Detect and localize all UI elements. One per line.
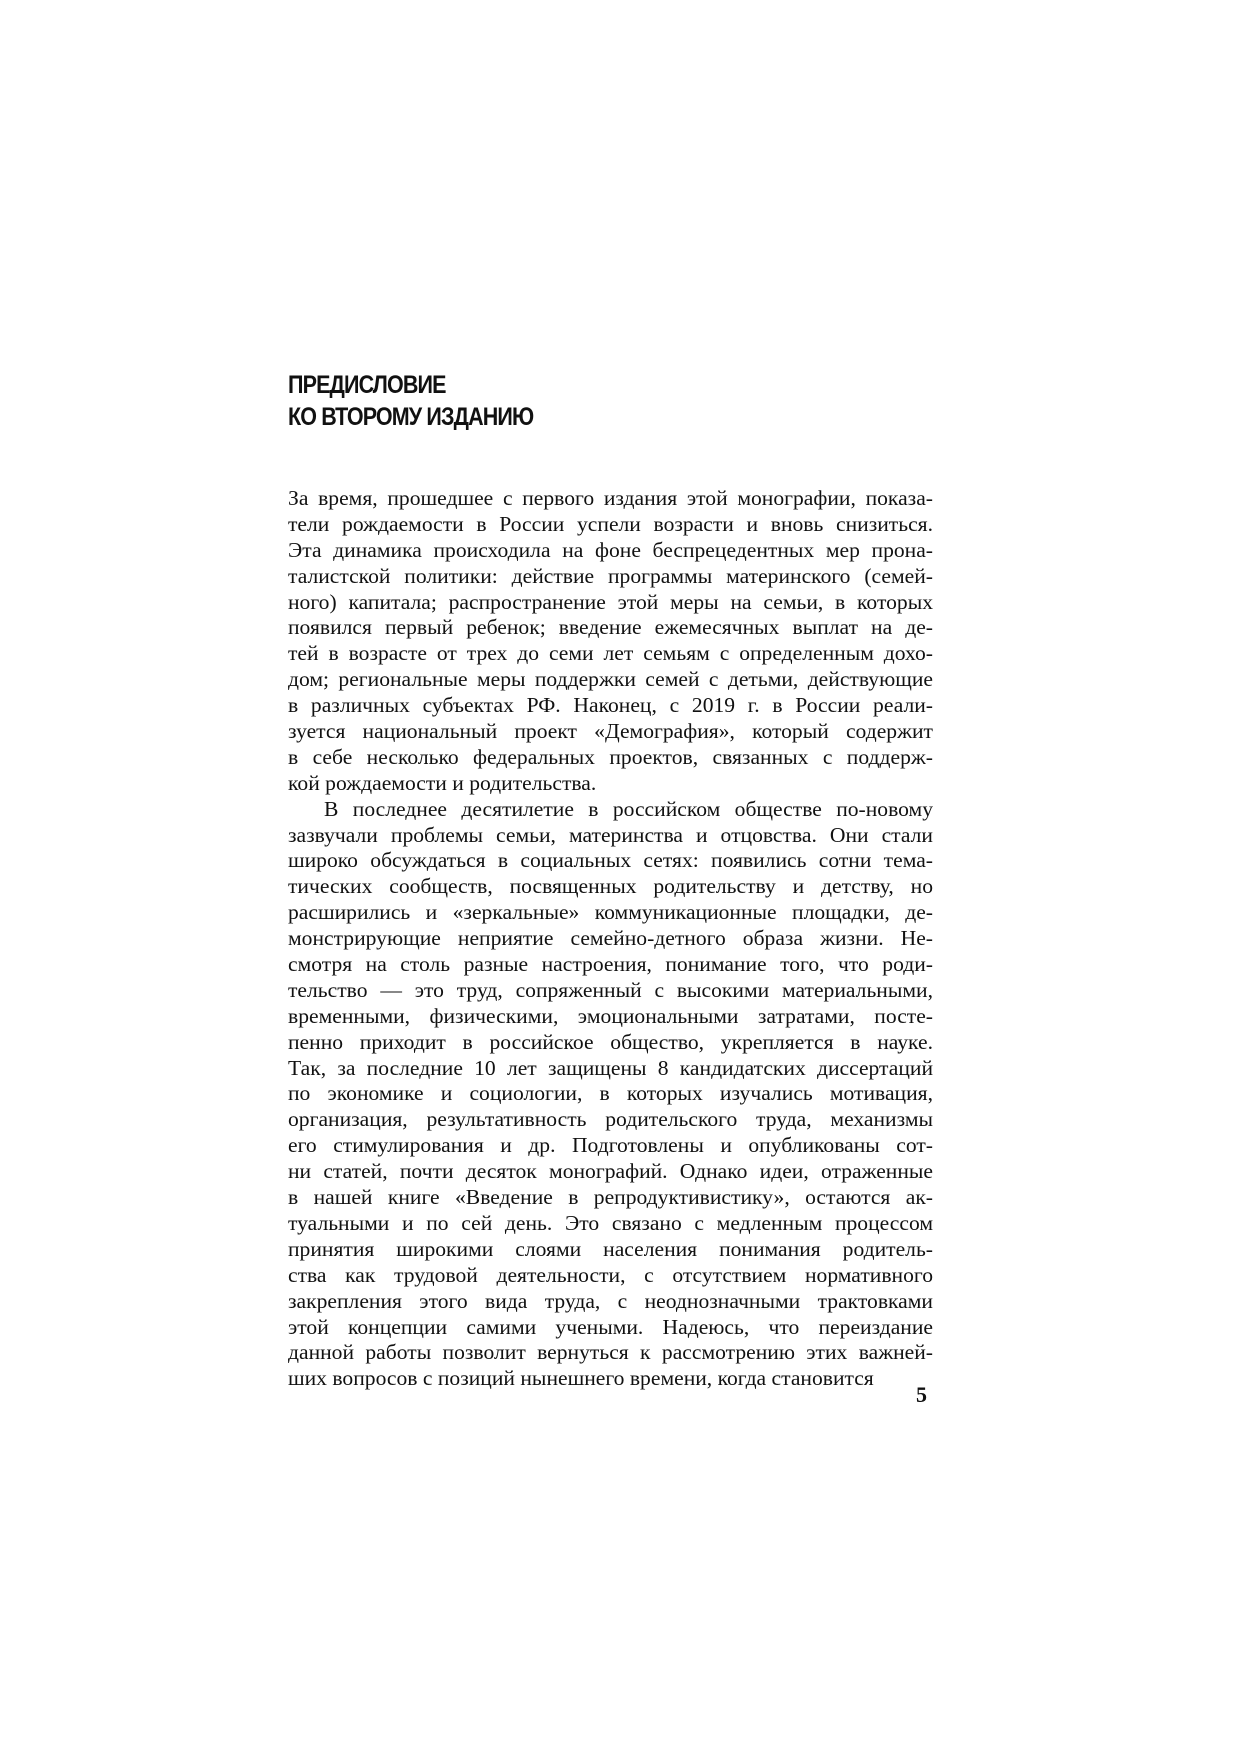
text-line: дом; региональные меры поддержки семей с детьми, действующие: [288, 667, 933, 692]
text-line: тических сообществ, посвященных родительству и детству, но: [288, 874, 933, 899]
text-line: ства как трудовой деятельности, с отсутствием нормативного: [288, 1262, 933, 1287]
text-line: данной работы позволит вернуться к рассмотрению этих важней-: [288, 1340, 933, 1365]
text-line: ного) капитала; распространение этой меры на семьи, в которых: [288, 589, 933, 614]
text-line: в различных субъектах РФ. Наконец, с 2019 г. в России реали-: [288, 693, 933, 718]
text-line: тели рождаемости в России успели возрасти и вновь снизиться.: [288, 511, 933, 536]
page-number: 5: [916, 1382, 927, 1407]
text-line: расширились и «зеркальные» коммуникационные площадки, де-: [288, 900, 933, 925]
text-line: зазвучали проблемы семьи, материнства и отцовства. Они стали: [288, 822, 933, 847]
text-line: зуется национальный проект «Демография», который содержит: [288, 719, 933, 744]
text-line: монстрирующие неприятие семейно-детного образа жизни. Не-: [288, 926, 933, 951]
text-line: тельство — это труд, сопряженный с высокими материальными,: [288, 977, 933, 1002]
paragraph: [288, 486, 933, 797]
paragraph: [288, 797, 933, 1392]
text-line: закрепления этого вида труда, с неоднозначными трактовками: [288, 1288, 933, 1313]
text-line: кой рождаемости и родительства.: [288, 770, 597, 795]
text-line: этой концепции самими учеными. Надеюсь, что переиздание: [288, 1314, 933, 1339]
text-line: туальными и по сей день. Это связано с медленным процессом: [288, 1210, 933, 1235]
text-line: в нашей книге «Введение в репродуктивистику», остаются ак-: [288, 1185, 933, 1210]
text-line: талистской политики: действие программы материнского (семей-: [288, 563, 933, 588]
text-line: ни статей, почти десяток монографий. Однако идеи, отраженные: [288, 1159, 933, 1184]
heading-line-2: КО ВТОРОМУ ИЗДАНИЮ: [288, 403, 534, 431]
text-line: широко обсуждаться в социальных сетях: появились сотни тема-: [288, 848, 933, 873]
text-line: в себе несколько федеральных проектов, связанных с поддерж-: [288, 744, 933, 769]
text-line: ших вопросов с позиций нынешнего времени, когда становится: [288, 1366, 874, 1391]
text-line: В последнее десятилетие в российском обществе по-новому: [324, 796, 933, 821]
text-line: смотря на столь разные настроения, понимание того, что роди-: [288, 952, 933, 977]
text-line: пенно приходит в российское общество, укрепляется в науке.: [288, 1029, 933, 1054]
text-line: принятия широкими слоями населения понимания родитель-: [288, 1236, 933, 1261]
heading-line-1: ПРЕДИСЛОВИЕ: [288, 371, 446, 399]
text-line: по экономике и социологии, в которых изучались мотивация,: [288, 1081, 933, 1106]
text-line: За время, прошедшее с первого издания этой монографии, показа-: [288, 486, 933, 510]
text-line: его стимулирования и др. Подготовлены и опубликованы сот-: [288, 1133, 933, 1158]
text-line: Так, за последние 10 лет защищены 8 кандидатских диссертаций: [288, 1055, 933, 1080]
text-line: временными, физическими, эмоциональными затратами, посте-: [288, 1003, 933, 1028]
body-text: [288, 486, 933, 1392]
text-line: Эта динамика происходила на фоне беспрецедентных мер прона-: [288, 537, 933, 562]
chapter-heading: [288, 369, 988, 433]
text-line: появился первый ребенок; введение ежемесячных выплат на де-: [288, 615, 933, 640]
text-line: тей в возрасте от трех до семи лет семьям с определенным дохо-: [288, 641, 933, 666]
text-line: организация, результативность родительского труда, механизмы: [288, 1107, 933, 1132]
